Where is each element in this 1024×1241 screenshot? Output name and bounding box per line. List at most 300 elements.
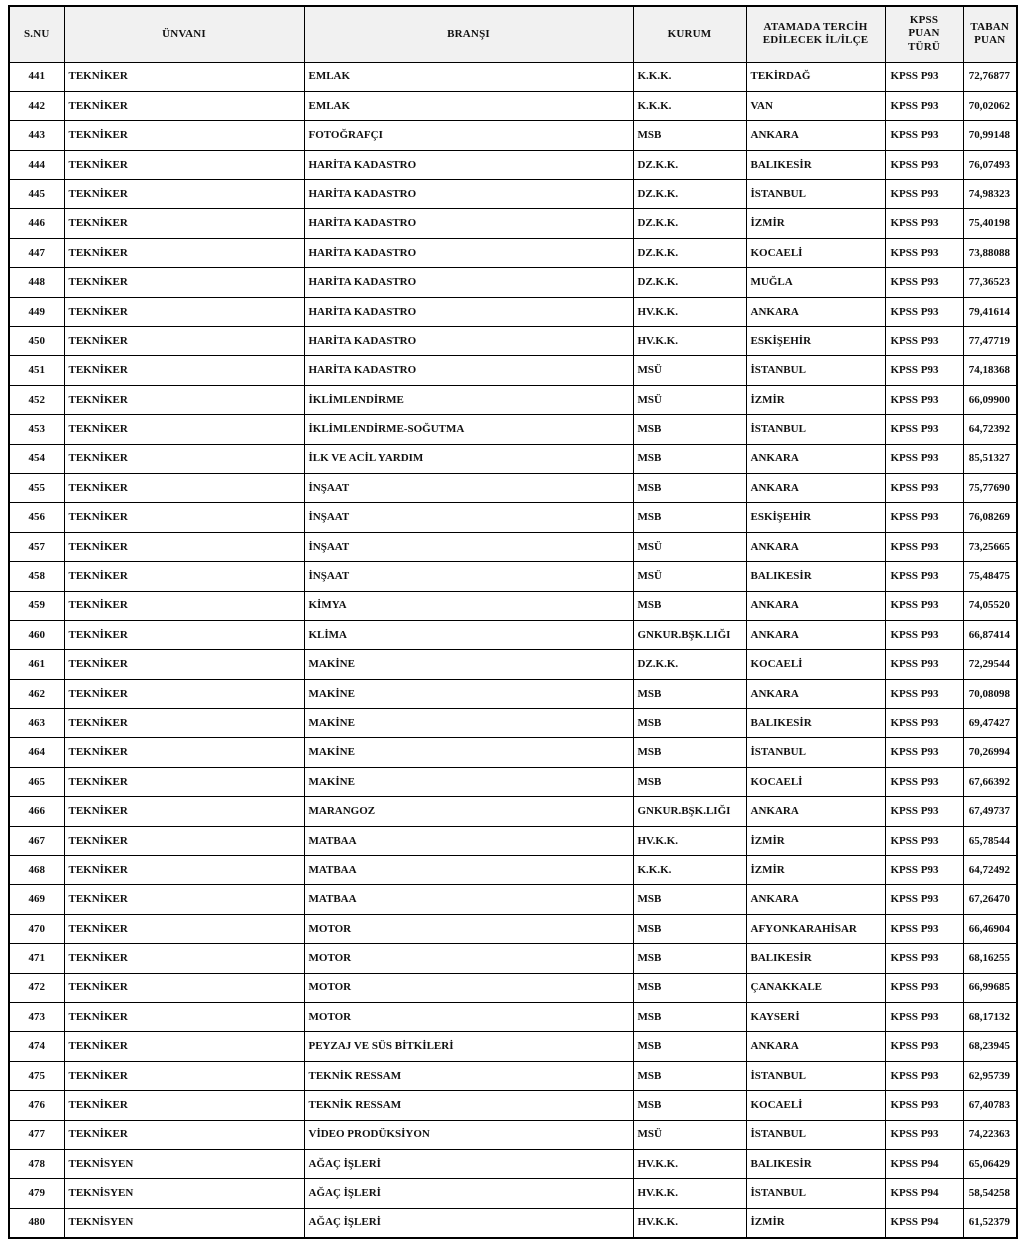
cell-kpss-puan-turu: KPSS P93 [885, 826, 963, 855]
cell-unvani: TEKNİKER [64, 444, 304, 473]
il-header-line-1: ATAMADA TERCİH [763, 20, 868, 33]
cell-bransi: PEYZAJ VE SÜS BİTKİLERİ [304, 1032, 633, 1061]
cell-bransi: MOTOR [304, 914, 633, 943]
cell-unvani: TEKNİKER [64, 973, 304, 1002]
cell-kpss-puan-turu: KPSS P93 [885, 1061, 963, 1090]
cell-bransi: MAKİNE [304, 679, 633, 708]
table-row [9, 62, 1017, 91]
cell-kurum: MSB [633, 885, 746, 914]
cell-bransi: İNŞAAT [304, 562, 633, 591]
cell-kurum: MSÜ [633, 532, 746, 561]
cell-il-ilce: ANKARA [746, 473, 885, 502]
cell-bransi: HARİTA KADASTRO [304, 327, 633, 356]
table-row [9, 297, 1017, 326]
cell-kurum: MSB [633, 473, 746, 502]
cell-taban-puan: 68,23945 [963, 1032, 1017, 1061]
cell-il-ilce: MUĞLA [746, 268, 885, 297]
cell-sira-no: 448 [9, 268, 64, 297]
table-header-row [9, 6, 1017, 62]
cell-sira-no: 454 [9, 444, 64, 473]
cell-kurum: MSB [633, 1032, 746, 1061]
cell-taban-puan: 65,78544 [963, 826, 1017, 855]
cell-bransi: MATBAA [304, 885, 633, 914]
table-row [9, 238, 1017, 267]
column-header-unvani: ÜNVANI [64, 6, 304, 62]
cell-kurum: MSB [633, 415, 746, 444]
cell-unvani: TEKNİKER [64, 1091, 304, 1120]
cell-sira-no: 451 [9, 356, 64, 385]
cell-il-ilce: BALIKESİR [746, 709, 885, 738]
table-row [9, 767, 1017, 796]
table-row [9, 709, 1017, 738]
cell-kurum: MSB [633, 973, 746, 1002]
cell-taban-puan: 66,87414 [963, 620, 1017, 649]
cell-sira-no: 452 [9, 385, 64, 414]
cell-kpss-puan-turu: KPSS P93 [885, 1032, 963, 1061]
cell-taban-puan: 66,09900 [963, 385, 1017, 414]
cell-kpss-puan-turu: KPSS P93 [885, 238, 963, 267]
cell-kurum: HV.K.K. [633, 327, 746, 356]
cell-unvani: TEKNİKER [64, 473, 304, 502]
cell-sira-no: 469 [9, 885, 64, 914]
cell-sira-no: 458 [9, 562, 64, 591]
cell-taban-puan: 67,66392 [963, 767, 1017, 796]
cell-bransi: TEKNİK RESSAM [304, 1091, 633, 1120]
cell-il-ilce: İZMİR [746, 385, 885, 414]
table-row [9, 914, 1017, 943]
cell-taban-puan: 70,99148 [963, 121, 1017, 150]
column-header-sira-no: S.NU [9, 6, 64, 62]
cell-sira-no: 474 [9, 1032, 64, 1061]
cell-kpss-puan-turu: KPSS P93 [885, 973, 963, 1002]
cell-bransi: HARİTA KADASTRO [304, 297, 633, 326]
cell-taban-puan: 66,46904 [963, 914, 1017, 943]
cell-il-ilce: KOCAELİ [746, 1091, 885, 1120]
cell-sira-no: 467 [9, 826, 64, 855]
cell-kurum: MSB [633, 914, 746, 943]
cell-taban-puan: 85,51327 [963, 444, 1017, 473]
cell-taban-puan: 64,72392 [963, 415, 1017, 444]
cell-kurum: HV.K.K. [633, 297, 746, 326]
cell-kpss-puan-turu: KPSS P93 [885, 62, 963, 91]
cell-sira-no: 444 [9, 150, 64, 179]
cell-kpss-puan-turu: KPSS P93 [885, 679, 963, 708]
cell-kurum: MSB [633, 591, 746, 620]
cell-taban-puan: 75,77690 [963, 473, 1017, 502]
cell-taban-puan: 75,40198 [963, 209, 1017, 238]
cell-kpss-puan-turu: KPSS P93 [885, 1120, 963, 1149]
cell-kpss-puan-turu: KPSS P93 [885, 532, 963, 561]
cell-unvani: TEKNİKER [64, 1120, 304, 1149]
cell-kpss-puan-turu: KPSS P93 [885, 1091, 963, 1120]
cell-bransi: MARANGOZ [304, 797, 633, 826]
cell-kpss-puan-turu: KPSS P93 [885, 885, 963, 914]
cell-unvani: TEKNİKER [64, 1061, 304, 1090]
cell-taban-puan: 67,49737 [963, 797, 1017, 826]
cell-taban-puan: 76,08269 [963, 503, 1017, 532]
cell-bransi: HARİTA KADASTRO [304, 238, 633, 267]
puanturu-header-line-1: KPSS [909, 13, 939, 26]
cell-kpss-puan-turu: KPSS P93 [885, 591, 963, 620]
cell-sira-no: 475 [9, 1061, 64, 1090]
cell-taban-puan: 72,76877 [963, 62, 1017, 91]
cell-bransi: MAKİNE [304, 650, 633, 679]
table-body [9, 62, 1017, 1238]
cell-il-ilce: ANKARA [746, 797, 885, 826]
cell-sira-no: 441 [9, 62, 64, 91]
cell-il-ilce: İSTANBUL [746, 1120, 885, 1149]
cell-kurum: MSB [633, 121, 746, 150]
table-row [9, 679, 1017, 708]
column-header-kpss-puan-turu [885, 6, 963, 62]
cell-unvani: TEKNİKER [64, 150, 304, 179]
cell-kpss-puan-turu: KPSS P93 [885, 180, 963, 209]
cell-kurum: DZ.K.K. [633, 650, 746, 679]
cell-kurum: MSÜ [633, 562, 746, 591]
cell-taban-puan: 72,29544 [963, 650, 1017, 679]
cell-il-ilce: ANKARA [746, 591, 885, 620]
cell-unvani: TEKNİSYEN [64, 1179, 304, 1208]
table-row [9, 1061, 1017, 1090]
cell-il-ilce: BALIKESİR [746, 1149, 885, 1178]
cell-bransi: KLİMA [304, 620, 633, 649]
cell-bransi: MAKİNE [304, 738, 633, 767]
cell-kurum: GNKUR.BŞK.LIĞI [633, 620, 746, 649]
cell-kurum: MSB [633, 679, 746, 708]
cell-bransi: EMLAK [304, 91, 633, 120]
cell-bransi: FOTOĞRAFÇI [304, 121, 633, 150]
cell-kpss-puan-turu: KPSS P93 [885, 503, 963, 532]
cell-taban-puan: 66,99685 [963, 973, 1017, 1002]
table-row [9, 327, 1017, 356]
cell-kpss-puan-turu: KPSS P94 [885, 1208, 963, 1237]
cell-taban-puan: 70,26994 [963, 738, 1017, 767]
cell-unvani: TEKNİKER [64, 385, 304, 414]
cell-unvani: TEKNİKER [64, 650, 304, 679]
cell-bransi: HARİTA KADASTRO [304, 180, 633, 209]
cell-kpss-puan-turu: KPSS P93 [885, 209, 963, 238]
cell-bransi: MATBAA [304, 826, 633, 855]
cell-il-ilce: ANKARA [746, 532, 885, 561]
table-row [9, 268, 1017, 297]
cell-il-ilce: VAN [746, 91, 885, 120]
cell-bransi: İNŞAAT [304, 532, 633, 561]
cell-taban-puan: 74,98323 [963, 180, 1017, 209]
cell-kpss-puan-turu: KPSS P93 [885, 268, 963, 297]
table-row [9, 385, 1017, 414]
table-row [9, 1179, 1017, 1208]
cell-kurum: HV.K.K. [633, 826, 746, 855]
cell-kurum: DZ.K.K. [633, 180, 746, 209]
cell-sira-no: 445 [9, 180, 64, 209]
cell-unvani: TEKNİSYEN [64, 1149, 304, 1178]
table-row [9, 973, 1017, 1002]
cell-kurum: MSB [633, 944, 746, 973]
table-row [9, 944, 1017, 973]
kpss-taban-puan-table [8, 5, 1018, 1239]
cell-kurum: DZ.K.K. [633, 150, 746, 179]
cell-sira-no: 472 [9, 973, 64, 1002]
cell-bransi: İKLİMLENDİRME-SOĞUTMA [304, 415, 633, 444]
cell-sira-no: 463 [9, 709, 64, 738]
cell-kurum: K.K.K. [633, 62, 746, 91]
cell-unvani: TEKNİKER [64, 1032, 304, 1061]
cell-taban-puan: 77,36523 [963, 268, 1017, 297]
cell-sira-no: 470 [9, 914, 64, 943]
cell-sira-no: 468 [9, 856, 64, 885]
cell-taban-puan: 74,05520 [963, 591, 1017, 620]
cell-il-ilce: İZMİR [746, 826, 885, 855]
cell-kurum: HV.K.K. [633, 1208, 746, 1237]
cell-il-ilce: ANKARA [746, 679, 885, 708]
cell-sira-no: 447 [9, 238, 64, 267]
column-header-atamada-tercih-edilecek-il-ilce [746, 6, 885, 62]
cell-kurum: MSB [633, 767, 746, 796]
cell-unvani: TEKNİKER [64, 62, 304, 91]
cell-kpss-puan-turu: KPSS P93 [885, 1003, 963, 1032]
cell-kpss-puan-turu: KPSS P93 [885, 150, 963, 179]
table-row [9, 532, 1017, 561]
cell-sira-no: 461 [9, 650, 64, 679]
cell-bransi: İNŞAAT [304, 473, 633, 502]
cell-il-ilce: İSTANBUL [746, 738, 885, 767]
cell-sira-no: 465 [9, 767, 64, 796]
cell-bransi: VİDEO PRODÜKSİYON [304, 1120, 633, 1149]
cell-taban-puan: 70,02062 [963, 91, 1017, 120]
cell-kpss-puan-turu: KPSS P93 [885, 914, 963, 943]
cell-sira-no: 476 [9, 1091, 64, 1120]
cell-il-ilce: ÇANAKKALE [746, 973, 885, 1002]
puanturu-header-line-2: PUAN [908, 27, 940, 40]
cell-il-ilce: BALIKESİR [746, 150, 885, 179]
table-row [9, 503, 1017, 532]
il-header-line-2: EDİLECEK İL/İLÇE [762, 34, 869, 47]
cell-kpss-puan-turu: KPSS P93 [885, 356, 963, 385]
cell-kurum: MSÜ [633, 1120, 746, 1149]
table-row [9, 180, 1017, 209]
table-row [9, 1003, 1017, 1032]
cell-bransi: MOTOR [304, 1003, 633, 1032]
cell-taban-puan: 67,40783 [963, 1091, 1017, 1120]
cell-sira-no: 455 [9, 473, 64, 502]
cell-il-ilce: ANKARA [746, 121, 885, 150]
cell-bransi: İNŞAAT [304, 503, 633, 532]
cell-il-ilce: ANKARA [746, 297, 885, 326]
cell-il-ilce: İSTANBUL [746, 180, 885, 209]
cell-kurum: DZ.K.K. [633, 209, 746, 238]
cell-kpss-puan-turu: KPSS P93 [885, 121, 963, 150]
cell-unvani: TEKNİKER [64, 91, 304, 120]
cell-unvani: TEKNİKER [64, 944, 304, 973]
cell-bransi: TEKNİK RESSAM [304, 1061, 633, 1090]
cell-kurum: MSB [633, 1003, 746, 1032]
table-row [9, 356, 1017, 385]
cell-taban-puan: 79,41614 [963, 297, 1017, 326]
column-header-kurum: KURUM [633, 6, 746, 62]
cell-taban-puan: 61,52379 [963, 1208, 1017, 1237]
cell-taban-puan: 74,22363 [963, 1120, 1017, 1149]
cell-kurum: DZ.K.K. [633, 268, 746, 297]
cell-il-ilce: KOCAELİ [746, 650, 885, 679]
cell-sira-no: 446 [9, 209, 64, 238]
cell-kpss-puan-turu: KPSS P94 [885, 1149, 963, 1178]
cell-il-ilce: ESKİŞEHİR [746, 503, 885, 532]
table-row [9, 1120, 1017, 1149]
cell-kurum: MSB [633, 1091, 746, 1120]
cell-il-ilce: İZMİR [746, 856, 885, 885]
cell-bransi: MOTOR [304, 973, 633, 1002]
cell-taban-puan: 68,17132 [963, 1003, 1017, 1032]
cell-bransi: AĞAÇ İŞLERİ [304, 1208, 633, 1237]
cell-unvani: TEKNİKER [64, 238, 304, 267]
cell-bransi: EMLAK [304, 62, 633, 91]
cell-kurum: MSB [633, 738, 746, 767]
cell-bransi: HARİTA KADASTRO [304, 209, 633, 238]
cell-kpss-puan-turu: KPSS P93 [885, 738, 963, 767]
cell-bransi: MAKİNE [304, 767, 633, 796]
cell-kpss-puan-turu: KPSS P93 [885, 856, 963, 885]
cell-il-ilce: ESKİŞEHİR [746, 327, 885, 356]
cell-il-ilce: İSTANBUL [746, 1179, 885, 1208]
cell-taban-puan: 69,47427 [963, 709, 1017, 738]
table-row [9, 1091, 1017, 1120]
table-row [9, 1032, 1017, 1061]
cell-sira-no: 462 [9, 679, 64, 708]
taban-header-line-2: PUAN [974, 34, 1006, 47]
cell-sira-no: 471 [9, 944, 64, 973]
cell-kpss-puan-turu: KPSS P93 [885, 797, 963, 826]
table-row [9, 885, 1017, 914]
cell-kurum: DZ.K.K. [633, 238, 746, 267]
cell-bransi: KİMYA [304, 591, 633, 620]
cell-taban-puan: 67,26470 [963, 885, 1017, 914]
cell-il-ilce: KOCAELİ [746, 238, 885, 267]
cell-il-ilce: ANKARA [746, 620, 885, 649]
cell-bransi: HARİTA KADASTRO [304, 268, 633, 297]
cell-il-ilce: ANKARA [746, 444, 885, 473]
table-header [9, 6, 1017, 62]
cell-unvani: TEKNİKER [64, 180, 304, 209]
cell-il-ilce: AFYONKARAHİSAR [746, 914, 885, 943]
cell-unvani: TEKNİKER [64, 738, 304, 767]
cell-unvani: TEKNİKER [64, 327, 304, 356]
cell-kpss-puan-turu: KPSS P93 [885, 415, 963, 444]
cell-il-ilce: İSTANBUL [746, 1061, 885, 1090]
puanturu-header-line-3: TÜRÜ [908, 41, 940, 54]
cell-il-ilce: ANKARA [746, 1032, 885, 1061]
cell-sira-no: 477 [9, 1120, 64, 1149]
cell-kurum: K.K.K. [633, 91, 746, 120]
cell-taban-puan: 62,95739 [963, 1061, 1017, 1090]
cell-kpss-puan-turu: KPSS P93 [885, 473, 963, 502]
cell-il-ilce: BALIKESİR [746, 562, 885, 591]
cell-il-ilce: BALIKESİR [746, 944, 885, 973]
cell-sira-no: 464 [9, 738, 64, 767]
column-header-taban-puan [963, 6, 1017, 62]
cell-taban-puan: 68,16255 [963, 944, 1017, 973]
table-row [9, 415, 1017, 444]
cell-kurum: K.K.K. [633, 856, 746, 885]
table-row [9, 620, 1017, 649]
cell-unvani: TEKNİKER [64, 415, 304, 444]
cell-kurum: MSB [633, 503, 746, 532]
cell-il-ilce: İSTANBUL [746, 356, 885, 385]
cell-sira-no: 443 [9, 121, 64, 150]
table-row [9, 650, 1017, 679]
cell-kurum: MSB [633, 1061, 746, 1090]
cell-il-ilce: İSTANBUL [746, 415, 885, 444]
cell-kurum: MSB [633, 709, 746, 738]
cell-il-ilce: İZMİR [746, 209, 885, 238]
cell-kpss-puan-turu: KPSS P93 [885, 444, 963, 473]
cell-il-ilce: ANKARA [746, 885, 885, 914]
table-row [9, 562, 1017, 591]
cell-unvani: TEKNİKER [64, 532, 304, 561]
cell-taban-puan: 76,07493 [963, 150, 1017, 179]
cell-kpss-puan-turu: KPSS P93 [885, 767, 963, 796]
cell-taban-puan: 70,08098 [963, 679, 1017, 708]
cell-unvani: TEKNİKER [64, 767, 304, 796]
cell-bransi: HARİTA KADASTRO [304, 150, 633, 179]
cell-unvani: TEKNİKER [64, 356, 304, 385]
cell-kurum: MSB [633, 444, 746, 473]
cell-kpss-puan-turu: KPSS P93 [885, 91, 963, 120]
cell-kpss-puan-turu: KPSS P93 [885, 327, 963, 356]
cell-sira-no: 478 [9, 1149, 64, 1178]
cell-taban-puan: 73,25665 [963, 532, 1017, 561]
cell-sira-no: 460 [9, 620, 64, 649]
cell-unvani: TEKNİKER [64, 679, 304, 708]
cell-unvani: TEKNİKER [64, 1003, 304, 1032]
cell-kurum: HV.K.K. [633, 1179, 746, 1208]
cell-kurum: MSÜ [633, 356, 746, 385]
cell-unvani: TEKNİKER [64, 297, 304, 326]
table-row [9, 150, 1017, 179]
cell-bransi: AĞAÇ İŞLERİ [304, 1149, 633, 1178]
cell-bransi: HARİTA KADASTRO [304, 356, 633, 385]
cell-unvani: TEKNİKER [64, 885, 304, 914]
cell-unvani: TEKNİKER [64, 620, 304, 649]
table-row [9, 826, 1017, 855]
cell-sira-no: 480 [9, 1208, 64, 1237]
table-row [9, 738, 1017, 767]
cell-unvani: TEKNİKER [64, 121, 304, 150]
cell-bransi: İLK VE ACİL YARDIM [304, 444, 633, 473]
cell-kpss-puan-turu: KPSS P93 [885, 297, 963, 326]
cell-unvani: TEKNİKER [64, 503, 304, 532]
cell-kpss-puan-turu: KPSS P93 [885, 562, 963, 591]
table-row [9, 1208, 1017, 1237]
table-row [9, 591, 1017, 620]
cell-kurum: MSÜ [633, 385, 746, 414]
cell-sira-no: 457 [9, 532, 64, 561]
cell-sira-no: 453 [9, 415, 64, 444]
table-row [9, 444, 1017, 473]
table-row [9, 1149, 1017, 1178]
cell-bransi: MAKİNE [304, 709, 633, 738]
cell-kpss-puan-turu: KPSS P93 [885, 709, 963, 738]
cell-unvani: TEKNİKER [64, 268, 304, 297]
cell-unvani: TEKNİKER [64, 591, 304, 620]
table-row [9, 91, 1017, 120]
cell-sira-no: 450 [9, 327, 64, 356]
cell-sira-no: 449 [9, 297, 64, 326]
cell-bransi: MOTOR [304, 944, 633, 973]
cell-kurum: HV.K.K. [633, 1149, 746, 1178]
cell-unvani: TEKNİKER [64, 562, 304, 591]
taban-header-line-1: TABAN [970, 20, 1010, 33]
cell-il-ilce: KOCAELİ [746, 767, 885, 796]
